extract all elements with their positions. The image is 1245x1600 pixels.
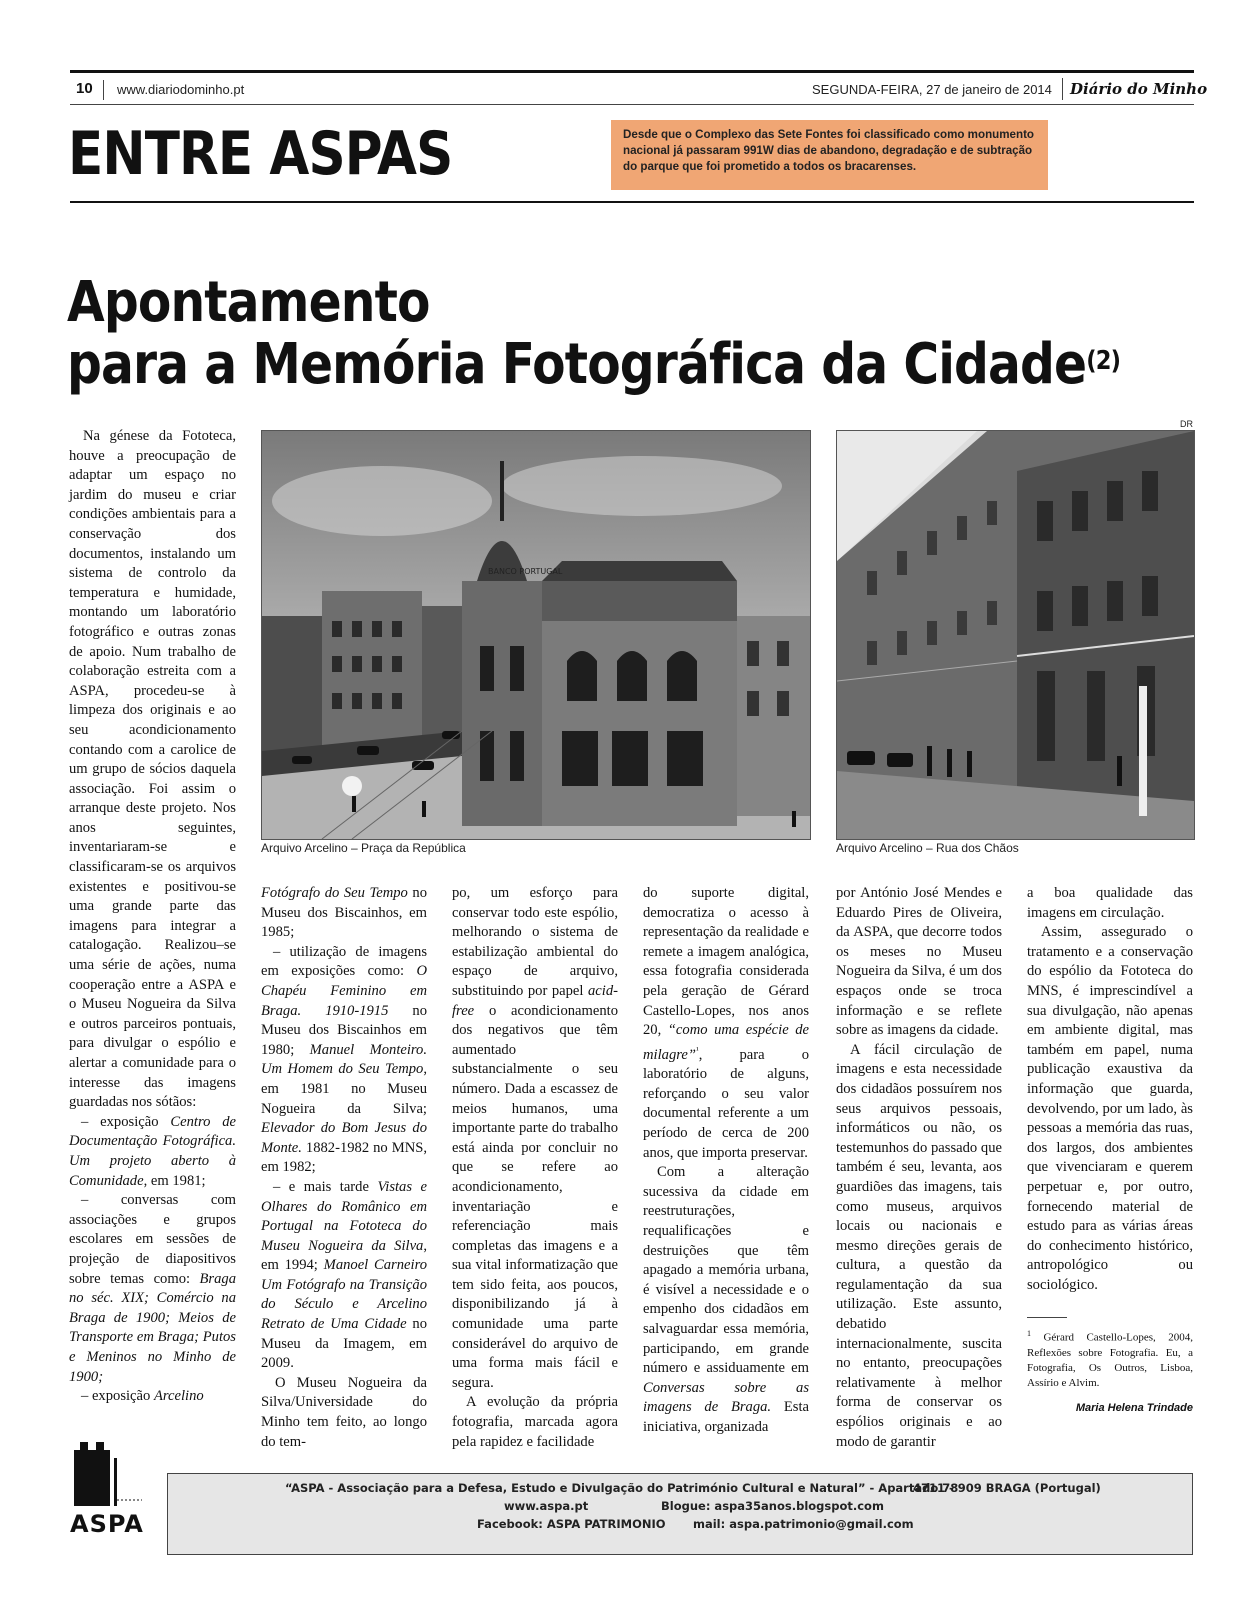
- header-thin-rule: [70, 104, 1194, 105]
- footer-email-link[interactable]: mail: aspa.patrimonio@gmail.com: [693, 1517, 914, 1531]
- newspaper-masthead: Diário do Minho: [1070, 80, 1208, 98]
- photo-praca-republica: [261, 430, 811, 840]
- paragraph: Assim, assegurado o tratamento e a conservação do espólio da Fototeca do MNS, é imprescindível a sua divulgação, não apenas em ambiente digital, mas também em papel, numa publicação exaustiva da informação que guarda, devolvendo, por um lado, às pessoas a memória das ruas, dos largos, dos ambientes que vivenciaram e querem perpetuar e, por outro, fornecendo material de estudo para as várias áreas do conhecimento histórico, antropológico ou sociológico.: [1027, 924, 1193, 1293]
- paragraph: por António José Mendes e Eduardo Pires de Oliveira, da ASPA, que decorre todos os meses no Museu Nogueira da Silva, é um dos espaços onde se troca informação e se reflete sobre as imagens da cidade.: [836, 885, 1002, 1039]
- list-item: – exposição Centro de Documentação Fotográfica. Um projeto aberto à Comunidade, em 1981;: [69, 1113, 237, 1189]
- paragraph: po, um esforço para conservar todo este espólio, melhorando o sistema de estabilização ambiental do espaço de arquivo, substituindo por papel acid-free o acondicionamento dos negativos que têm aumentado substancialmente o seu número. Dada a escassez de meios humanos, uma importante parte do trabalho está ainda por concluir no que se refere ao acondicionamento, inventariação e referenciação mais completas das imagens e a sua vital informatização que tem sido feita, aos poucos, disponibilizando já à comunidade uma parte considerável do arquivo de uma forma mais fácil e segura.: [452, 885, 618, 1391]
- photo-rua-dos-chaos-image: [837, 431, 1194, 839]
- page-number: 10: [76, 80, 93, 97]
- list-item: – utilização de imagens em exposições como: O Chapéu Feminino em Braga. 1910-1915 no Museu dos Biscainhos em 1980; Manuel Monteiro. Um Homem do Seu Tempo, em 1981 no Museu Nogueira da Silva; Elevador do Bom Jesus do Monte. 1882-1982 no MNS, em 1982;: [261, 943, 427, 1176]
- issue-date: SEGUNDA-FEIRA, 27 de janeiro de 2014: [812, 82, 1052, 97]
- footnote-rule: [1027, 1317, 1067, 1318]
- article-column-6: [1027, 884, 1193, 1419]
- headline-part-marker: (2): [1086, 346, 1121, 376]
- footer-website-link[interactable]: www.aspa.pt: [504, 1499, 589, 1513]
- article-column-4: [643, 884, 809, 1437]
- article-column-3: [452, 884, 618, 1452]
- aspa-logo: [70, 1438, 145, 1538]
- article-column-1: [69, 427, 236, 1407]
- footer-blog-link[interactable]: Blogue: aspa35anos.blogspot.com: [661, 1499, 884, 1513]
- callout-box: Desde que o Complexo das Sete Fontes foi classificado como monumento nacional já passaram 991W dias de abandono, degradação e de subtração do parque que foi prometido a todos os bracarenses.: [611, 120, 1048, 190]
- photo-credit: DR: [1180, 419, 1193, 429]
- aspa-logo-text: ASPA: [70, 1510, 144, 1538]
- photo-praca-republica-image: [262, 431, 810, 839]
- article-column-5: [836, 884, 1002, 1452]
- footnote-ref: ¹: [695, 1044, 699, 1055]
- top-rule: [70, 70, 1194, 73]
- list-item: – exposição Arcelino: [81, 1388, 204, 1405]
- tower-icon: [70, 1438, 145, 1508]
- footer-org-name: “ASPA - Associação para a Defesa, Estudo e Divulgação do Património Cultural e Natural” - Apartado 78: [285, 1481, 959, 1495]
- photo-caption: Arquivo Arcelino – Rua dos Chãos: [836, 841, 1019, 855]
- headline-line-2: para a Memória Fotográfica da Cidade$^{(2)}$: [67, 332, 1121, 397]
- website-link[interactable]: www.diariodominho.pt: [117, 82, 245, 97]
- section-rule: [70, 201, 1194, 203]
- headline-line-1: Apontamento: [67, 270, 430, 335]
- list-item-continued: Fotógrafo do Seu Tempo no Museu dos Biscainhos, em 1985;: [261, 885, 427, 941]
- bank-sign: BANCO PORTUGAL: [488, 567, 563, 576]
- paragraph: O Museu Nogueira da Silva/Universidade do Minho tem feito, ao longo do tem-: [261, 1374, 427, 1450]
- article-column-2: [261, 884, 427, 1452]
- section-title: ENTRE ASPAS: [68, 119, 453, 189]
- photo-rua-dos-chaos: [836, 430, 1195, 840]
- author-byline: Maria Helena Trindade: [1075, 1402, 1193, 1415]
- photo-caption: Arquivo Arcelino – Praça da República: [261, 841, 466, 855]
- header-divider: [103, 80, 104, 100]
- footer-facebook-link[interactable]: Facebook: ASPA PATRIMONIO: [477, 1517, 666, 1531]
- paragraph: Com a alteração sucessiva da cidade em reestruturações, requalificações e destruições que têm apagado a memória urbana, é visível a necessidade e o empenho dos cidadãos em salvaguardar essa memória, participando, em grande número e assiduamente em Conversas sobre as imagens de Braga. Esta iniciativa, organizada: [643, 1164, 809, 1435]
- article-headline: [67, 272, 1120, 396]
- paragraph: a boa qualidade das imagens em circulação.: [1027, 885, 1193, 921]
- paragraph: A fácil circulação de imagens e esta necessidade dos cidadãos possuírem nos seus arquivos pessoais, informáticos ou não, os testemunhos do passado que também é seu, levanta, aos guardiões das imagens, tais como museus, arquivos locais ou nacionais e mesmo direções gerais de cultura, a questão da regulamentação da sua utilização. Este assunto, debatido internacionalmente, suscita no entanto, preocupações relativamente à melhor forma de conservar os espólios originais e ao modo de garantir: [836, 1041, 1002, 1450]
- paragraph: do suporte digital, democratiza o acesso à representação da realidade e remete a imagem analógica, essa fotografia considerada pela geração de Gérard Castello-Lopes, nos anos 20, “como uma espécie de milagre”$^{^1}$, para o laboratório de alguns, reforçando o seu valor documental referente a um período de cerca de 200 anos, que importa preservar.: [643, 885, 809, 1161]
- list-item: – conversas com associações e grupos escolares em sessões de projeção de diapositivos sobre temas como: Braga no séc. XIX; Comércio na Braga de 1900; Meios de Transporte em Braga; Putos e Meninos no Minho de 1900;: [69, 1192, 236, 1385]
- footer-box: [167, 1473, 1193, 1555]
- footnote: $^1$ Gérard Castello-Lopes, 2004, Reflexões sobre Fotografia. Eu, a Fotografia, Os Outros, Lisboa, Assírio e Alvim.: [1027, 1329, 1193, 1390]
- paragraph: Na génese da Fototeca, houve a preocupação de adaptar um espaço no jardim do museu e criar condições ambientais para a conservação dos documentos, instalando um sistema de controlo da temperatura e humidade, montando um laboratório fotográfico e outras zonas de apoio. Num trabalho de colaboração estreita com a ASPA, procedeu-se à limpeza dos originais e ao seu acondicionamento contando com a carolice de um grupo de sócios daquela associação. Foi assim o arranque deste projeto. Nos anos seguintes, inventariaram-se e classificaram-se os arquivos existentes e positivou-se uma grande parte das imagens para integrar a catalogação. Realizou–se uma série de ações, numa cooperação entre a ASPA e o Museu Nogueira da Silva e outros parceiros pontuais, para divulgar o espólio e alertar a comunidade para o interesse das imagens guardadas nos sótãos:: [69, 428, 236, 1111]
- header-divider: [1062, 78, 1063, 100]
- footer-address: 4711 - 909 BRAGA (Portugal): [913, 1481, 1101, 1495]
- list-item: – e mais tarde Vistas e Olhares do Românico em Portugal na Fototeca do Museu Nogueira da Silva, em 1994; Manoel Carneiro Um Fotógrafo na Transição do Século e Arcelino Retrato de Uma Cidade no Museu da Imagem, em 2009.: [261, 1178, 427, 1372]
- paragraph: A evolução da própria fotografia, marcada agora pela rapidez e facilidade: [452, 1394, 618, 1450]
